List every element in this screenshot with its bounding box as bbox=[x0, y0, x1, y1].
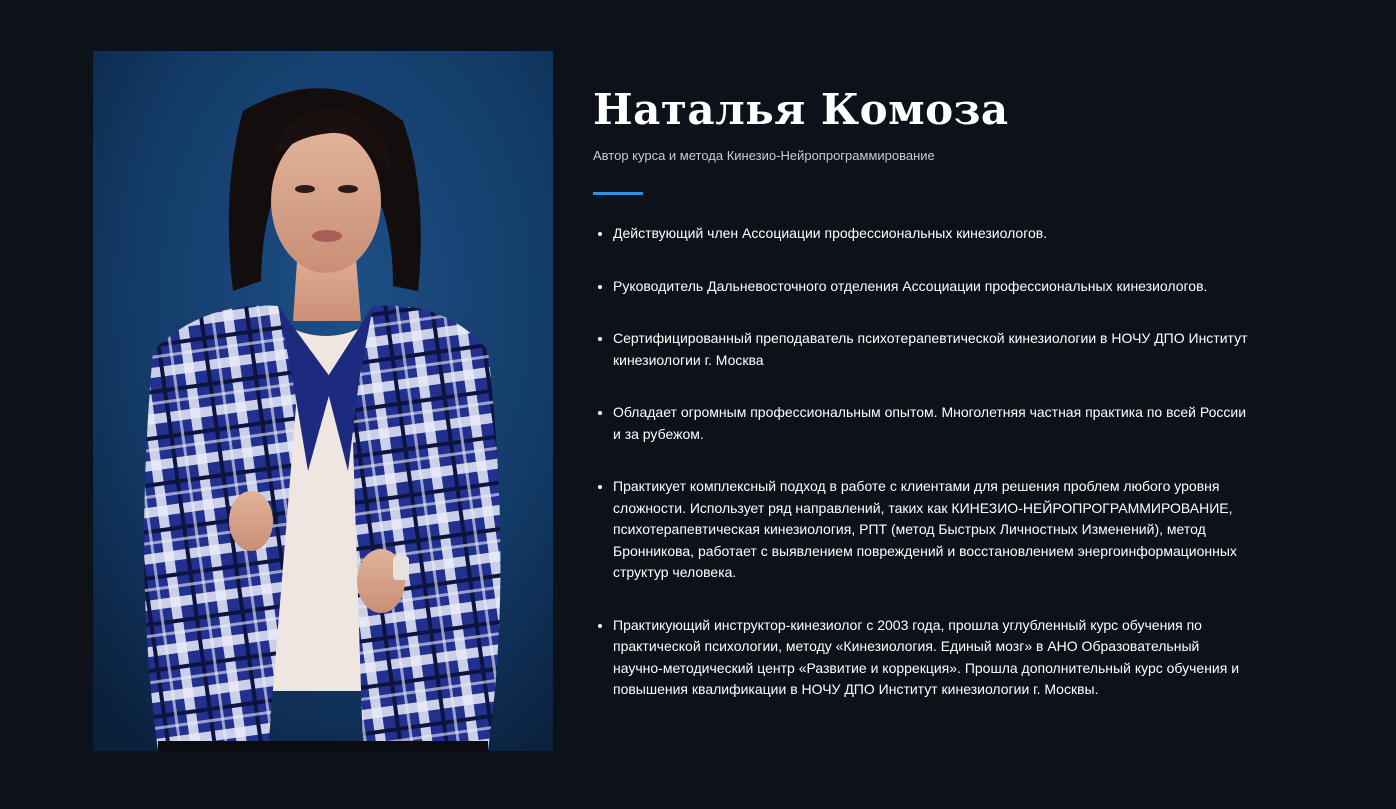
profile-subtitle: Автор курса и метода Кинезио-Нейропрограммирование bbox=[593, 148, 935, 163]
fact-item: Действующий член Ассоциации профессиональных кинезиологов. bbox=[593, 223, 1253, 245]
fact-item: Сертифицированный преподаватель психотерапевтической кинезиологии в НОЧУ ДПО Институт кинезиологии г. Москва bbox=[593, 328, 1253, 371]
fact-item: Руководитель Дальневосточного отделения Ассоциации профессиональных кинезиологов. bbox=[593, 276, 1253, 298]
profile-name: Наталья Комоза bbox=[593, 85, 1009, 134]
profile-info bbox=[593, 80, 1273, 732]
fact-item: Обладает огромным профессиональным опытом. Многолетняя частная практика по всей России и за рубежом. bbox=[593, 402, 1253, 445]
fact-item: Практикующий инструктор-кинезиолог с 2003 года, прошла углубленный курс обучения по практической психологии, методу «Кинезиология. Единый мозг» в АНО Образовательный научно-методический центр «Развитие и коррекция». Прошла дополнительный курс обучения и повышения квалификации в НОЧУ ДПО Институт кинезиологии г. Москвы. bbox=[593, 615, 1253, 701]
fact-item: Практикует комплексный подход в работе с клиентами для решения проблем любого уровня сложности. Использует ряд направлений, таких как КИНЕЗИО-НЕЙРОПРОГРАММИРОВАНИЕ, психотерапевтическая кинезиология, РПТ (метод Быстрых Личностных Изменений), метод Бронникова, работает с выявлением повреждений и восстановлением энергоинформационных структур человека. bbox=[593, 476, 1253, 584]
accent-divider bbox=[593, 192, 643, 195]
profile-facts-list bbox=[593, 223, 1253, 701]
profile-photo bbox=[93, 51, 553, 751]
